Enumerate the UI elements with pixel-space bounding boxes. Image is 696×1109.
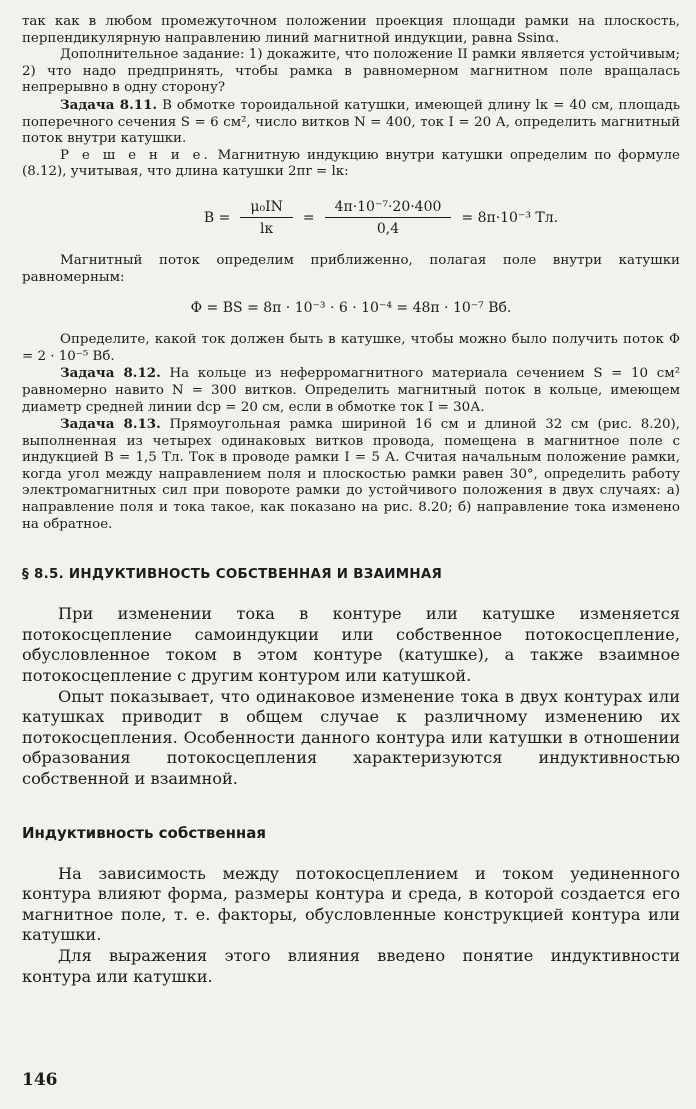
paragraph: так как в любом промежуточном положении проекция площади рамки на плоскость, перпендикулярную направлению линий магнитной индукции, равна Ssinα.: [22, 14, 680, 46]
task-text: В обмотке тороидальной катушки, имеющей длину lк = 40 см, площадь поперечного сечения S = 6 см², число витков N = 400, ток I = 20 А, определить магнитный поток внутри катушки.: [22, 97, 680, 147]
section-heading: § 8.5. ИНДУКТИВНОСТЬ СОБСТВЕННАЯ И ВЗАИМНАЯ: [22, 567, 443, 583]
task-text: Прямоугольная рамка шириной 16 см и длиной 32 см (рис. 8.20), выполненная из четырех одинаковых витков провода, помещена в магнитное поле с индукцией B = 1,5 Тл. Ток в проводе рамки I = 5 А. Считая начальным положение рамки, когда угол между направлением поля и плоскостью рамки равен 30°, определить работу электромагнитных сил при повороте рамки до устойчивого положения в двух случаях: а) направление поля и тока такое, как показано на рис. 8.20; б) направление тока изменено на обратное.: [22, 417, 680, 532]
task-8-11: [22, 97, 680, 148]
fraction-numerator: 4π·10⁻⁷·20·400: [325, 199, 452, 218]
fraction-denominator: lк: [259, 220, 274, 237]
formula-rhs: = 8π·10⁻³ Тл.: [461, 209, 559, 226]
flux-text: [22, 253, 680, 286]
formula-flux: Φ = BS = 8π · 10⁻³ · 6 · 10⁻⁴ = 48π · 10⁻⁷ Вб.: [190, 300, 512, 317]
formula-lhs: B =: [203, 209, 231, 226]
paragraph: Для выражения этого влияния введено понятие индуктивности контура или катушки.: [22, 945, 680, 986]
fraction-numerator: μ₀IN: [240, 199, 293, 218]
paragraph: На зависимость между потокосцеплением и током уединенного контура влияют форма, размеры контура и среда, в которой создается его магнитное поле, т. е. факторы, обусловленные конструкцией контура или катушки.: [22, 863, 680, 945]
fraction-2: [325, 199, 452, 237]
formula-induction: [82, 189, 680, 247]
tasks-block: [22, 332, 680, 533]
upper-text-block: [22, 14, 680, 181]
task-label: Задача 8.11.: [60, 96, 158, 113]
fraction-denominator: 0,4: [376, 220, 400, 237]
task-label: Задача 8.12.: [60, 365, 161, 382]
fraction-1: [240, 199, 293, 237]
paragraph: Дополнительное задание: 1) докажите, что положение II рамки является устойчивым; 2) что надо предпринять, чтобы рамка в равномерном магнитном поле вращалась непрерывно в одну сторону?: [22, 47, 680, 96]
solution-text: Магнитную индукцию внутри катушки определим по формуле (8.12), учитывая, что длина катушки 2πr = lк:: [22, 147, 680, 180]
formula-equals: =: [302, 209, 315, 226]
paragraph: Магнитный поток определим приближенно, полагая поле внутри катушки равномерным:: [22, 252, 680, 285]
task-8-13: [22, 416, 680, 533]
paragraph: При изменении тока в контуре или катушке изменяется потокосцепление самоиндукции или собственное потокосцепление, обусловленное током в этом контуре (катушке), а также взаимное потокосцепление с другим контуром или катушкой.: [22, 604, 680, 686]
task-text: На кольце из неферромагнитного материала сечением S = 10 см² равномерно навито N = 300 витков. Определить магнитный поток в кольце, имеющем диаметр средней линии dср = 20 см, если в обмотке ток I = 30А.: [22, 366, 681, 415]
task-label: Задача 8.13.: [60, 416, 161, 433]
paragraph: Опыт показывает, что одинаковое изменение тока в двух контурах или катушках приводит в общем случае к различному изменению их потокосцепления. Особенности данного контура или катушки в отношении образования потокосцепления характеризуются индуктивностью собственной и взаимной.: [22, 686, 680, 788]
page-number: 146: [22, 1070, 58, 1090]
solution-label: Р е ш е н и е.: [60, 147, 211, 163]
section-body: [22, 604, 680, 789]
subsection-heading: Индуктивность собственная: [22, 823, 267, 842]
solution-paragraph: [22, 148, 680, 181]
subsection-body: [22, 864, 680, 988]
task-8-12: [22, 365, 680, 416]
paragraph: Определите, какой ток должен быть в катушке, чтобы можно было получить поток Φ = 2 · 10⁻⁵ Вб.: [22, 332, 680, 364]
